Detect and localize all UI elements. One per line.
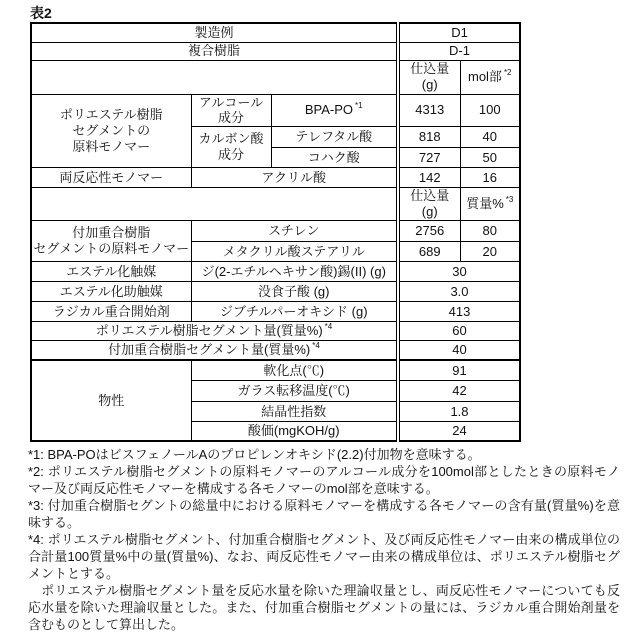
addition-monomer-group-label: 付加重合樹脂 セグメントの原料モノマー [31, 220, 191, 261]
styrene-amount: 2756 [398, 220, 460, 241]
monomer-styrene: スチレン [191, 220, 398, 241]
bpa-po-amount: 4313 [398, 94, 460, 127]
footnote-ref-1: *1 [355, 101, 363, 111]
stearyl-amount: 689 [398, 241, 460, 261]
succinic-mol: 50 [460, 148, 520, 168]
column-header-charge-amount: 仕込量 (g) [398, 60, 460, 94]
carboxylic-acid-component-label: カルボン酸 成分 [191, 127, 271, 168]
footnote-ref-3: *3 [505, 194, 514, 204]
acrylic-amount: 142 [398, 168, 460, 188]
column-header-mass-percent: 質量% $^{*3}$ [460, 188, 520, 221]
acid-value-value: 24 [398, 421, 520, 441]
succinic-amount: 727 [398, 148, 460, 168]
composite-resin-label: 複合樹脂 [31, 42, 398, 60]
table-caption: 表2 [30, 5, 52, 21]
glass-transition-value: 42 [398, 380, 520, 401]
footnote-1: *1: BPA-POはビスフェノールAのプロピレンオキシド(2.2)付加物を意味する。 [28, 447, 481, 463]
footnote-ref-4: *4 [324, 321, 333, 331]
polyester-segment-amount-value: 60 [398, 321, 520, 340]
styrene-mass: 80 [460, 220, 520, 241]
radical-initiator-value: 413 [398, 301, 520, 321]
footnote-4: *4: ポリエステル樹脂セグメント、付加重合樹脂セグメント、及び両反応性モノマー由来の構成単位の合計量100質量%中の量(質量%)、なお、両反応性モノマー由来の構成単位は、ポリエステル樹脂セグメントとする。 [28, 532, 620, 582]
empty-cell [31, 188, 398, 221]
monomer-stearyl-methacrylate: メタクリル酸ステアリル [191, 241, 398, 261]
monomer-acrylic-acid: アクリル酸 [191, 168, 398, 188]
production-example-label: 製造例 [31, 23, 398, 42]
radical-initiator-name: ジブチルパーオキシド (g) [191, 301, 398, 321]
monomer-bpa-po: BPA-PO $^{*1}$ [271, 94, 398, 127]
acrylic-mol: 16 [460, 168, 520, 188]
crystallinity-index-label: 結晶性指数 [191, 401, 398, 421]
monomer-terephthalic-acid: テレフタル酸 [271, 127, 398, 148]
acid-value-label: 酸価(mgKOH/g) [191, 421, 398, 441]
crystallinity-index-value: 1.8 [398, 401, 520, 421]
glass-transition-label: ガラス転移温度(℃) [191, 380, 398, 401]
footnotes-block [28, 446, 620, 633]
amphoteric-monomer-label: 両反応性モノマー [31, 168, 191, 188]
column-header-mol-parts: mol部 $^{*2}$ [460, 60, 520, 94]
column-header-charge-amount-2: 仕込量 (g) [398, 188, 460, 221]
polyester-monomer-group-label: ポリエステル樹脂 セグメントの 原料モノマー [31, 94, 191, 168]
polyester-segment-amount-label: ポリエステル樹脂セグメント量(質量%) $^{*4}$ [31, 321, 398, 340]
esterification-cocatalyst-label: エステル化助触媒 [31, 281, 191, 301]
radical-initiator-label: ラジカル重合開始剤 [31, 301, 191, 321]
footnote-ref-4: *4 [312, 340, 320, 350]
addition-segment-amount-value: 40 [398, 340, 520, 360]
addition-segment-amount-label: 付加重合樹脂セグメント量(質量%) $^{*4}$ [31, 340, 398, 360]
esterification-catalyst-label: エステル化触媒 [31, 261, 191, 281]
esterification-catalyst-name: ジ(2-エチルヘキサン酸)錫(II) (g) [191, 261, 398, 281]
footnote-calculation-note: ポリエステル樹脂セグメント量を反応水量を除いた理論収量とし、両反応性モノマーについても反応水量を除いた理論収量とした。また、付加重合樹脂セグメントの量には、ラジカル重合開始剤量を含むものとして算出した。 [28, 583, 620, 633]
softening-point-label: 軟化点(℃) [191, 360, 398, 380]
properties-group-label: 物性 [31, 360, 191, 441]
monomer-succinic-acid: コハク酸 [271, 148, 398, 168]
composite-resin-table [30, 22, 521, 442]
bpa-po-mol: 100 [460, 94, 520, 127]
empty-cell [31, 60, 398, 94]
footnote-ref-2: *2 [503, 67, 512, 77]
composite-resin-value: D-1 [398, 42, 520, 60]
alcohol-component-label: アルコール 成分 [191, 94, 271, 127]
esterification-cocatalyst-name: 没食子酸 (g) [191, 281, 398, 301]
terephthalic-mol: 40 [460, 127, 520, 148]
stearyl-mass: 20 [460, 241, 520, 261]
softening-point-value: 91 [398, 360, 520, 380]
esterification-cocatalyst-value: 3.0 [398, 281, 520, 301]
esterification-catalyst-value: 30 [398, 261, 520, 281]
production-example-value: D1 [398, 23, 520, 42]
footnote-3: *3: 付加重合樹脂セグントの総量中における原料モノマーを構成する各モノマーの含有量(質量%)を意味する。 [28, 498, 620, 531]
terephthalic-amount: 818 [398, 127, 460, 148]
footnote-2: *2: ポリエステル樹脂セグメントの原料モノマーのアルコール成分を100mol部としたときの原料モノマー及び両反応性モノマーを構成する各モノマーのmol部を意味する。 [28, 464, 620, 497]
